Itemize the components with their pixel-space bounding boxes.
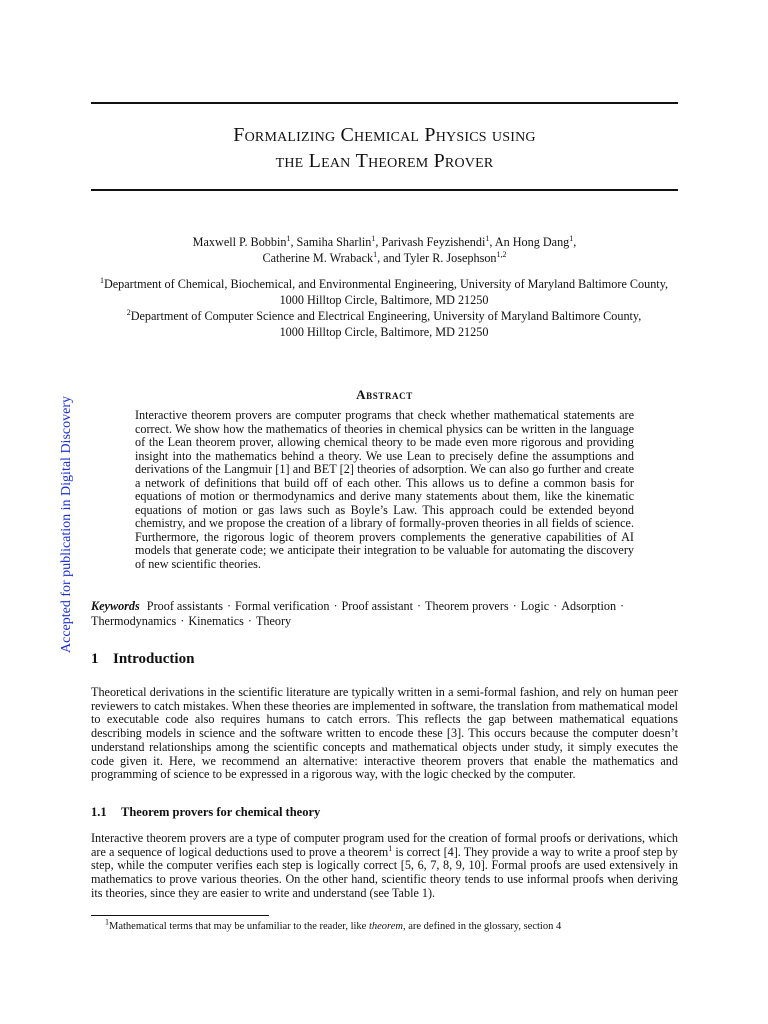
affiliation-2: $^2$Department of Computer Science and Electrical Engineering, University of Maryland Baltimore County, 1000 Hilltop Circle, Baltimore, MD 21250 [126, 307, 642, 339]
author-affiliation-mark: 1 [373, 249, 378, 259]
author-name: Tyler R. Josephson [403, 251, 497, 265]
publication-banner: Accepted for publication in Digital Discovery [59, 396, 74, 653]
affiliation-1: $^1$Department of Chemical, Biochemical, and Environmental Engineering, University of Maryland Baltimore County, 1000 Hilltop Circle, Baltimore, MD 21250 [99, 275, 669, 307]
keyword: Kinematics [188, 613, 244, 628]
keyword: Theorem provers [425, 599, 509, 613]
keyword: Formal verification [235, 599, 330, 613]
abstract-text: Interactive theorem provers are computer programs that check whether mathematical statements are correct. We show how the mathematics of theories in chemical physics can be written in the language of the Lean theorem prover, allowing chemical theory to be made even more rigorous and providing insight into the mathematics behind a theory. We use Lean to precisely define the assumptions and derivations of the Langmuir [1] and BET [2] theories of adsorption. We can also go further and create a network of definitions that build off of each other. This allows us to define a common basis for equations of motion or thermodynamics and derive many statements about them, like the kinematic equations of motion or gas laws such as Boyle’s Law. This approach could be extended beyond chemistry, and we propose the creation of a library of formally-proven theories in all fields of science. Furthermore, the rigorous logic of theorem provers complements the generative capabilities of AI models that generate code; we anticipate their integration to be valuable for automating the discovery of new scientific theories. [135, 408, 634, 571]
title-line-1: Formalizing Chemical Physics using [233, 124, 536, 146]
author-affiliation-mark: 1 [569, 233, 574, 243]
keyword: Proof assistant [341, 599, 413, 613]
title-line-2: the Lean Theorem Prover [275, 150, 494, 172]
author-name: Catherine M. Wraback [262, 251, 374, 265]
section-number: 1 [91, 651, 99, 667]
abstract-heading: Abstract [356, 387, 413, 402]
introduction-paragraph: Theoretical derivations in the scientific literature are typically written in a semi-formal fashion, and rely on human peer reviewers to catch mistakes. When these theories are implemented in software, the translation from mathematical model to executable code also requires humans to catch errors. This reflects the gap between mathematical equations describing models in science and the software written to encode these [3]. This occurs because the computer doesn’t understand relationships among the scientific concepts and mathematical objects under study, it simply executes the code given it. Here, we recommend an alternative: interactive theorem provers that enable the mathematics and programming of science to be expressed in a rigorous way, with the logic checked by the computer. [91, 685, 678, 782]
keyword: Thermodynamics [91, 613, 177, 628]
author-name: Maxwell P. Bobbin [192, 235, 287, 249]
author-name: Parivash Feyzishendi [381, 235, 486, 249]
footnote-mark: 1 [105, 917, 109, 927]
footnote: $^1$Mathematical terms that may be unfamiliar to the reader, like theorem, are defined in the glossary, section 4 [105, 917, 562, 932]
author-name: Samiha Sharlin [296, 235, 372, 249]
section-heading-introduction [91, 651, 194, 668]
footnote-reference[interactable]: 1 [388, 843, 393, 853]
keywords-label: Keywords [91, 599, 140, 613]
author-affiliation-mark: 1 [371, 233, 376, 243]
subsection-title: Theorem provers for chemical theory [121, 805, 321, 819]
subsection-number: 1.1 [91, 805, 107, 819]
author-affiliation-mark: 1 [286, 233, 291, 243]
author-affiliation-mark: 1 [485, 233, 490, 243]
subsection-heading-theorem-provers [91, 805, 320, 820]
author-line-2: Catherine M. Wraback$^1$, and Tyler R. Josephson$^{1,2}$ [262, 249, 507, 265]
keyword: Logic [520, 599, 550, 613]
keyword: Proof assistants [146, 599, 223, 613]
keyword: Adsorption [561, 599, 617, 613]
section-title: Introduction [113, 651, 195, 667]
theorem-provers-paragraph: Interactive theorem provers are a type of computer program used for the creation of formal proofs or derivations, which are a sequence of logical deductions used to prove a theorem$^1$ is correct [4]. They provide a way to write a proof step by step, while the computer verifies each step is logically correct [5, 6, 7, 8, 9, 10]. Formal proofs are used extensively in mathematics to prove various theories. On the other hand, scientific theory tends to use informal proofs when deriving its theories, since they are easier to write and understand (see Table 1). [91, 831, 678, 900]
keyword: Theory [255, 613, 292, 628]
author-list [91, 234, 678, 266]
footnote-rule [91, 915, 269, 916]
affiliations [80, 276, 688, 340]
author-affiliation-mark: 1,2 [496, 249, 507, 259]
paper-title [91, 122, 678, 174]
title-rule-bottom [91, 189, 678, 191]
title-rule-top [91, 102, 678, 104]
author-line-1: Maxwell P. Bobbin$^1$, Samiha Sharlin$^1$, Parivash Feyzishendi$^1$, An Hong Dang$^1$, [192, 233, 577, 249]
author-name: An Hong Dang [494, 235, 570, 249]
keywords: Keywords Proof assistants · Formal verification · Proof assistant · Theorem provers · Logic · Adsorption · Thermodynamics · Kinematics · Theory [91, 599, 625, 628]
